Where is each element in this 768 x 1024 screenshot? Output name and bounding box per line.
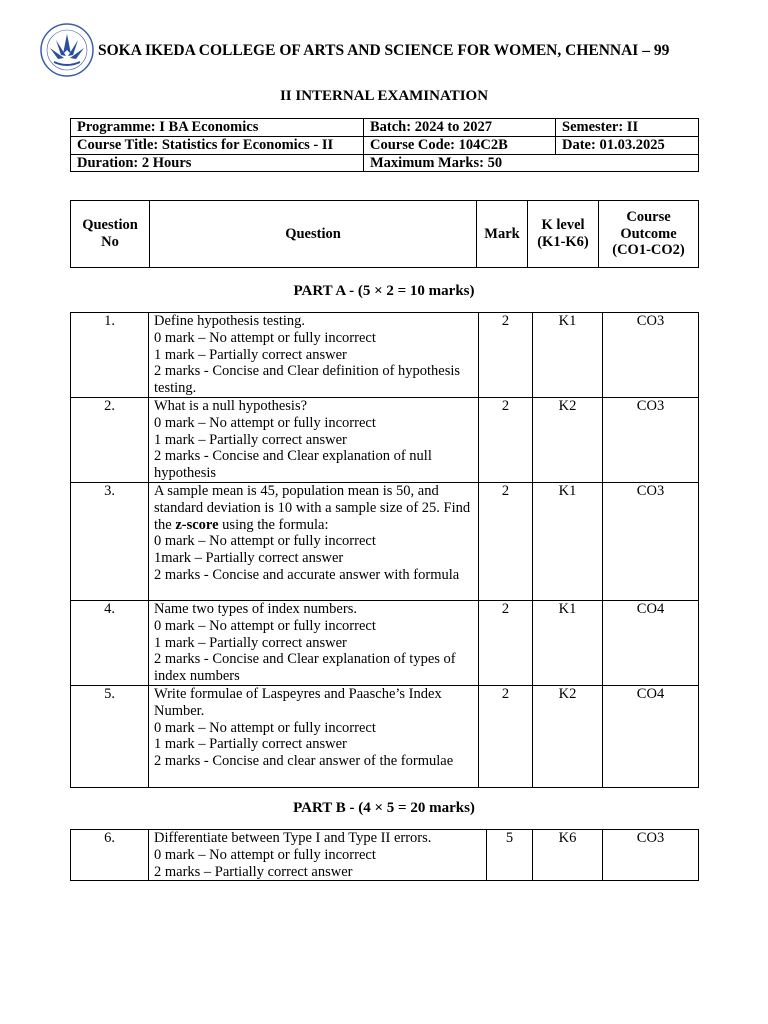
question-stem-part: A sample mean is 45, population mean is 50, and standard deviation is 10 with a sample size of 25. Find the: [154, 482, 471, 533]
table-row: [71, 482, 699, 600]
question-number: 3.: [71, 482, 149, 600]
header-qno: Question No: [71, 201, 150, 268]
table-row: [71, 397, 699, 482]
question-stem-bold: z-score: [175, 516, 219, 533]
header-k-level: K level (K1-K6): [528, 201, 599, 268]
rubric-line: 0 mark – No attempt or fully incorrect: [154, 414, 376, 431]
question-k-level: K2: [533, 397, 603, 482]
question-number: 6.: [71, 830, 149, 881]
rubric-line: 2 marks - Concise and Clear explanation of types of index numbers: [154, 651, 456, 685]
question-mark: 2: [479, 397, 533, 482]
max-marks: Maximum Marks: 50: [364, 154, 699, 172]
question-number: 2.: [71, 397, 149, 482]
question-k-level: K1: [533, 313, 603, 398]
question-number: 4.: [71, 600, 149, 685]
header-question: Question: [150, 201, 477, 268]
question-text: [149, 397, 479, 482]
question-mark: 5: [487, 830, 533, 881]
programme: Programme: I BA Economics: [71, 119, 364, 137]
question-text: [149, 830, 487, 881]
question-text: [149, 600, 479, 685]
table-row: [71, 830, 699, 881]
rubric-line: 1 mark – Partially correct answer: [154, 346, 347, 363]
question-co: CO3: [603, 397, 699, 482]
header-course-outcome: Course Outcome (CO1-CO2): [599, 201, 699, 268]
header-mark: Mark: [477, 201, 528, 268]
exam-title: II INTERNAL EXAMINATION: [279, 88, 489, 104]
question-stem-part: using the formula:: [218, 516, 329, 533]
rubric-line: 2 marks - Concise and clear answer of the formulae: [154, 753, 454, 770]
rubric-line: 0 mark – No attempt or fully incorrect: [154, 846, 376, 863]
table-row: [71, 600, 699, 685]
question-co: CO4: [603, 600, 699, 685]
question-co: CO3: [603, 482, 699, 600]
question-co: CO3: [603, 830, 699, 881]
batch: Batch: 2024 to 2027: [364, 119, 556, 137]
question-co: CO3: [603, 313, 699, 398]
question-k-level: K1: [533, 600, 603, 685]
part-a-title: PART A - (5 × 2 = 10 marks): [293, 283, 475, 299]
question-text: [149, 313, 479, 398]
rubric-line: 2 marks - Concise and accurate answer with formula: [154, 566, 460, 583]
exam-info-table: [70, 118, 699, 172]
course-code: Course Code: 104C2B: [364, 136, 556, 154]
question-number: 1.: [71, 313, 149, 398]
rubric-line: 1mark – Partially correct answer: [154, 550, 344, 567]
page-header: [36, 22, 736, 78]
question-co: CO4: [603, 685, 699, 787]
question-stem: [154, 483, 473, 533]
rubric-line: 0 mark – No attempt or fully incorrect: [154, 617, 376, 634]
part-a-table: [70, 312, 699, 788]
question-mark: 2: [479, 482, 533, 600]
college-logo: [36, 22, 98, 78]
rubric-line: 0 mark – No attempt or fully incorrect: [154, 719, 376, 736]
course-title: Course Title: Statistics for Economics - II: [71, 136, 364, 154]
table-row: [71, 685, 699, 787]
question-stem: Differentiate between Type I and Type II errors.: [154, 830, 432, 846]
rubric-line: 1 mark – Partially correct answer: [154, 736, 347, 753]
question-k-level: K6: [533, 830, 603, 881]
question-mark: 2: [479, 313, 533, 398]
part-b-table: [70, 829, 699, 881]
question-number: 5.: [71, 685, 149, 787]
rubric-line: 1 mark – Partially correct answer: [154, 431, 347, 448]
duration: Duration: 2 Hours: [71, 154, 364, 172]
semester: Semester: II: [556, 119, 699, 137]
college-name: SOKA IKEDA COLLEGE OF ARTS AND SCIENCE FOR WOMEN, CHENNAI – 99: [98, 42, 670, 59]
rubric-line: 2 marks - Concise and Clear definition of hypothesis testing.: [154, 363, 461, 397]
question-stem: Define hypothesis testing.: [154, 313, 306, 329]
question-text: [149, 685, 479, 787]
question-k-level: K1: [533, 482, 603, 600]
part-b-title: PART B - (4 × 5 = 20 marks): [293, 800, 475, 816]
question-mark: 2: [479, 600, 533, 685]
table-row: [71, 313, 699, 398]
question-stem: Name two types of index numbers.: [154, 600, 357, 617]
rubric-line: 0 mark – No attempt or fully incorrect: [154, 329, 376, 346]
rubric-line: 1 mark – Partially correct answer: [154, 634, 347, 651]
rubric-line: 0 mark – No attempt or fully incorrect: [154, 533, 376, 550]
question-stem: What is a null hypothesis?: [154, 397, 308, 414]
rubric-line: 2 marks - Concise and Clear explanation of null hypothesis: [154, 448, 432, 482]
exam-date: Date: 01.03.2025: [556, 136, 699, 154]
question-header-table: [70, 200, 699, 268]
question-k-level: K2: [533, 685, 603, 787]
question-stem: Write formulae of Laspeyres and Paasche’s Index Number.: [154, 685, 442, 719]
question-text: [149, 482, 479, 600]
question-mark: 2: [479, 685, 533, 787]
rubric-line: 2 marks – Partially correct answer: [154, 863, 353, 880]
